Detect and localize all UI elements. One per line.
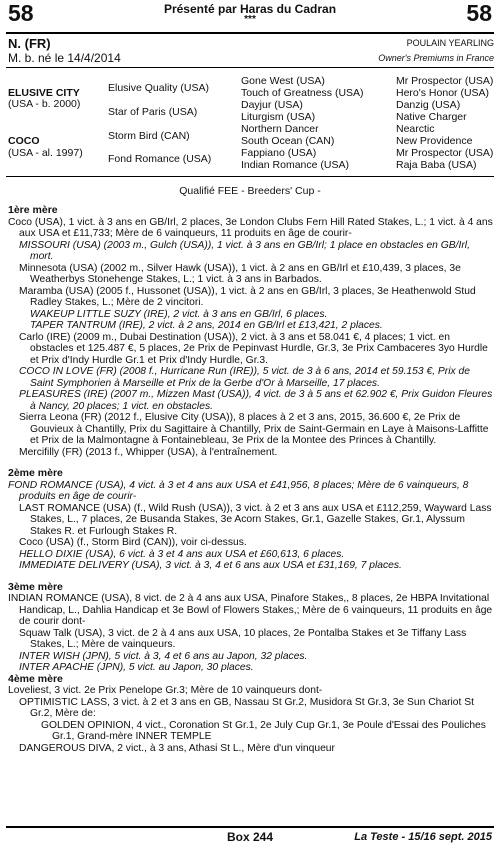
pedigree-rule (6, 176, 494, 177)
record-line: INDIAN ROMANCE (USA), 8 vict. de 2 à 4 ans aux USA, Pinafore Stakes,, 8 places, 2e HBPA Invitational Handicap, L., Dahlia Handicap et 3e Bowl of Flowers Stakes,; Mère de 6 vainqueurs, 11 produits en âge de courir dont- (8, 593, 493, 627)
record-line: Maramba (USA) (2005 f., Hussonet (USA)), 1 vict. à 2 ans en GB/Irl, 3 places, 3e Heathenwold Stud Radley Stakes, L.; Mère de 2 vincitori. (19, 285, 476, 308)
sire-info: (USA - b. 2000) (8, 98, 81, 110)
gen2-item: Elusive Quality (USA) (108, 82, 209, 94)
page-footer (0, 830, 500, 847)
record-line: Mercifilly (FR) (2013 f., Whipper (USA), à l'entraînement. (19, 446, 278, 458)
qualification-line: Qualifié FEE - Breeders' Cup - (179, 185, 321, 197)
gen2-item: Star of Paris (USA) (108, 106, 198, 118)
gen4-item: Mr Prospector (USA) (396, 147, 494, 159)
record-line: OPTIMISTIC LASS, 3 vict. à 2 et 3 ans en GB, Nassau St Gr.2, Musidora St Gr.3, 3e Sun Chariot St Gr.2, Mère de: (19, 696, 474, 719)
header-rule (6, 32, 494, 34)
horse-birth: M. b. né le 14/4/2014 (8, 51, 121, 65)
sire-name: ELUSIVE CITY (8, 87, 80, 99)
section-title-2: 2ème mère (8, 467, 63, 479)
record-line: Coco (USA), 1 vict. à 3 ans en GB/Irl, 2 places, 3e London Clubs Fern Hill Rated Stakes, L.; 1 vict. à 4 ans aux USA et £11,733; Mère de 6 vainqueurs, 11 produits en âge de courir- (8, 216, 493, 239)
record-line: IMMEDIATE DELIVERY (USA), 3 vict. à 3, 4 et 6 ans aux USA et £31,169, 7 places. (19, 560, 402, 571)
record-line: GOLDEN OPINION, 4 vict., Coronation St Gr.1, 2e July Cup Gr.1, 3e Poule d'Essai des Pouliches Gr.1, Grand-mère INNER TEMPLE (41, 719, 486, 742)
dam-info: (USA - al. 1997) (8, 147, 83, 159)
record-line: MISSOURI (USA) (2003 m., Gulch (USA)), 1 vict. à 3 ans en GB/Irl; 1 place en obstacles en GB/Irl, mort. (19, 239, 470, 262)
record-line: DANGEROUS DIVA, 2 vict., à 3 ans, Athasi St L., Mère d'un vinqueur (19, 742, 335, 754)
gen2-item: Fond Romance (USA) (108, 153, 212, 165)
record-line: Sierra Leona (FR) (2012 f., Elusive City (USA)), 8 places à 2 et 3 ans, 2015, 36.600 €, 2e Prix de Gouvieux à Chantilly, Prix du Sagittaire à Chantilly, Prix de Saint-Germain en Laye à Maisons-Laffitte et Prix de la Malmontagne à Fontainebleau, 3e Prix de la Montee des Princes à Chantilly. (19, 412, 489, 446)
record-line: Carlo (IRE) (2009 m., Dubai Destination (USA)), 2 vict. à 3 ans et 58.041 €, 4 places; 1 vict. en obstacles et 125.487 €, 5 places, 2e Prix de Pepinvast Hurdle, Gr.3, 3e Prix Cambaceres 3yo Hurdle et Prix d'Indy Hurdle Gr.1 et Prix d'Indy Hurdle, Gr.3. (19, 331, 488, 366)
gen3-item: Liturgism (USA) (241, 111, 316, 123)
record-line: HELLO DIXIE (USA), 6 vict. à 3 et 4 ans aux USA et £60,613, 6 places. (19, 548, 345, 560)
sale-category: POULAIN YEARLING (406, 38, 494, 48)
owners-premium: Owner's Premiums in France (378, 53, 494, 63)
gen3-item: Dayjur (USA) (241, 99, 303, 111)
gen4-item: Mr Prospector (USA) (396, 75, 494, 87)
record-line: LAST ROMANCE (USA) (f., Wild Rush (USA)), 3 vict. à 2 et 3 ans aux USA et £112,259, Wayward Lass Stakes, L., 7 places, 2e Busanda Stakes, 3e Acorn Stakes, Gr.1, Gazelle Stakes, Gr.1, Alyssum Stakes R. et Furlough Stakes R. (19, 502, 492, 537)
section-title-4: 4ème mère (8, 672, 63, 685)
presented-by: Présenté par Haras du Cadran (163, 2, 337, 16)
footer-rule (6, 826, 494, 828)
gen3-item: Indian Romance (USA) (241, 159, 349, 171)
gen3-item: Gone West (USA) (241, 75, 325, 87)
record-line: INTER WISH (JPN), 5 vict. à 3, 4 et 6 ans au Japon, 32 places. (19, 650, 308, 662)
gen4-item: New Providence (396, 135, 473, 147)
lot-number-left: 58 (8, 0, 34, 26)
record-line: INTER APACHE (JPN), 5 vict. au Japon, 30 places. (19, 662, 254, 673)
gen4-item: Hero's Honor (USA) (396, 87, 490, 99)
box-number: Box 244 (226, 830, 274, 844)
record-line: TAPER TANTRUM (IRE), 2 vict. à 2 ans, 2014 en GB/Irl et £13,421, 2 places. (30, 320, 383, 331)
record-line: COCO IN LOVE (FR) (2008 f., Hurricane Run (IRE)), 5 vict. de 3 à 6 ans, 2014 et 59.153 €, Prix de Saint Symphorien à Marseille et Prix de la Gerbe d'Or à Marseille, 17 places. (19, 366, 470, 389)
gen3-item: South Ocean (CAN) (241, 135, 335, 147)
gen3-item: Northern Dancer (241, 123, 319, 135)
gen4-item: Native Charger (396, 111, 467, 123)
record-line: Minnesota (USA) (2002 m., Silver Hawk (USA)), 1 vict. à 2 ans en GB/Irl et £10,439, 3 places, 3e Weatherbys Stonehenge Stakes, L.; 1 vict. à 3 ans in Barbados. (19, 262, 461, 285)
sale-venue-date: La Teste - 15/16 sept. 2015 (354, 831, 492, 843)
section-title-1: 1ère mère (8, 204, 58, 216)
dam-name: COCO (8, 135, 40, 147)
gen2-item: Storm Bird (CAN) (108, 130, 190, 142)
gen3-item: Fappiano (USA) (241, 147, 317, 159)
ident-rule (6, 67, 494, 68)
section-title-3: 3ème mère (8, 580, 63, 593)
produce-record (8, 205, 494, 754)
gen4-item: Nearctic (396, 123, 435, 135)
record-line: PLEASURES (IRE) (2007 m., Mizzen Mast (USA)), 4 vict. de 3 à 5 ans et 62.902 €, Prix Guidon Fleures à Nancy, 20 places; 1 vict. en obstacles. (19, 389, 493, 412)
horse-identity (8, 36, 494, 65)
record-line: Loveliest, 3 vict. 2e Prix Penelope Gr.3; Mère de 10 vainqueurs dont- (8, 685, 323, 696)
page-header (0, 0, 500, 40)
gen4-item: Danzig (USA) (396, 99, 461, 111)
record-line: WAKEUP LITTLE SUZY (IRE), 2 vict. à 3 ans en GB/Irl, 6 places. (30, 308, 328, 320)
stars: *** (244, 14, 256, 25)
record-line: Coco (USA) (f., Storm Bird (CAN)), voir ci-dessus. (19, 537, 247, 548)
gen3-item: Touch of Greatness (USA) (241, 87, 364, 99)
horse-sex: N. (FR) (8, 36, 51, 51)
record-line: Squaw Talk (USA), 3 vict. de 2 à 4 ans aux USA, 10 places, 2e Pontalba Stakes et 3e Tiffany Lass Stakes, L.; Mère de vainqueurs. (19, 627, 467, 650)
gen4-item: Raja Baba (USA) (396, 159, 477, 171)
lot-number-right: 58 (466, 0, 492, 26)
record-line: FOND ROMANCE (USA), 4 vict. à 3 et 4 ans aux USA et £41,956, 8 places; Mère de 6 vainqueurs, 8 produits en âge de courir- (8, 479, 469, 502)
